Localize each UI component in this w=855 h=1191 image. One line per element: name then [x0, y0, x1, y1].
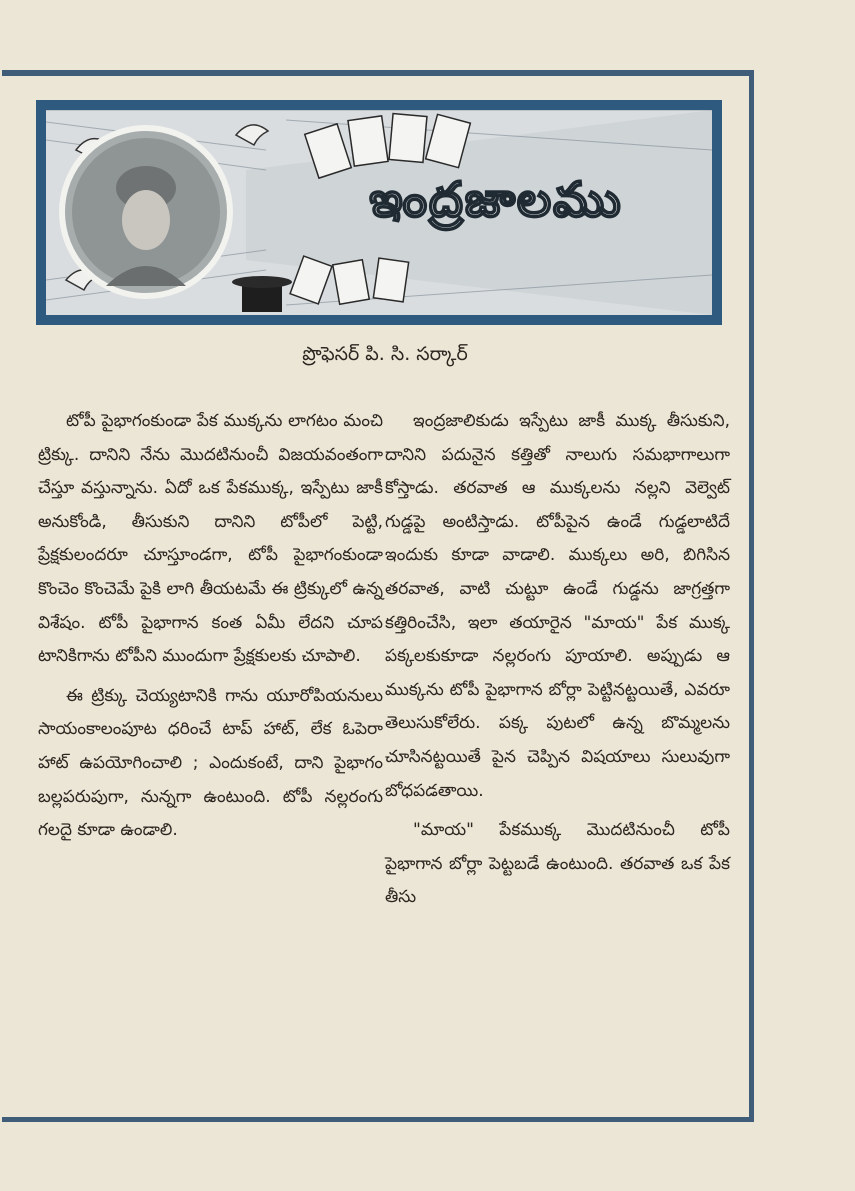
left-column	[38, 405, 383, 848]
playing-cards-bottom	[290, 256, 409, 304]
face-shape	[122, 190, 170, 250]
paragraph: ఈ ట్రిక్కు చెయ్యటానికి గాను యూరోపియనులు సాయంకాలంపూట ధరించే టాప్ హాట్, లేక ఓపెరా హాట్ ఉపయోగించాలి ; ఎందుకంటే, దాని పైభాగం బల్లపరుపుగా, నున్నగా ఉంటుంది. టోపీ నల్లరంగు గలదై కూడా ఉండాలి.	[38, 685, 383, 841]
paragraph: "మాయ" పేకముక్క మొదటినుంచీ టోపీ పైభాగాన బోర్లా పెట్టబడే ఉంటుంది. తరవాత ఒక పేక తీసు	[385, 820, 730, 908]
page-title: ఇంద్రజాలము	[369, 172, 623, 228]
header-banner	[36, 100, 722, 325]
right-column	[385, 405, 730, 915]
paragraph: టోపీ పైభాగంకుండా పేక ముక్కను లాగటం మంచి ట్రిక్కు. దానిని నేను మొదటినుంచీ విజయవంతంగా చేస్తూ వస్తున్నాను. ఏదో ఒక పేకముక్క, ఇస్పేటు జాకీ అనుకోండి, తీసుకుని దానిని టోపీలో పెట్టి, ప్రేక్షకులందరూ చూస్తూండగా, టోపీ పైభాగంకుండా కొంచెం కొంచెమే పైకి లాగి తీయటమే ఈ ట్రిక్కులో ఉన్న విశేషం. టోపీ పైభాగాన కంత ఏమీ లేదని చూప టానికిగాను టోపీని ముందుగా ప్రేక్షకులకు చూపాలి.	[38, 411, 383, 667]
top-hat-icon	[232, 276, 292, 312]
banner-artwork	[46, 110, 712, 315]
paragraph: ఇంద్రజాలికుడు ఇస్పేటు జాకీ ముక్క తీసుకుని, దానిని పదునైన కత్తితో నాలుగు సమభాగాలుగా కోస్తాడు. తరవాత ఆ ముక్కలను నల్లని వెల్వెట్ గుడ్డపై అంటిస్తాడు. టోపీపైన ఉండే గుడ్డలాటిదే ఇందుకు కూడా వాడాలి. ముక్కలు అరి, బిగిసిన తరవాత, వాటి చుట్టూ ఉండే గుడ్డను జాగ్రత్తగా కత్తిరించేసి, ఇలా తయారైన "మాయ" పేక ముక్క పక్కలకుకూడా నల్లరంగు పూయాలి. అప్పుడు ఆ ముక్కను టోపీ పైభాగాన బోర్లా పెట్టినట్టయితే, ఎవరూ తెలుసుకోలేరు. పక్క పుటలో ఉన్న బొమ్మలను చూసినట్టయితే పైన చెప్పిన విషయాలు సులువుగా బోధపడతాయి.	[385, 411, 730, 801]
author-byline: ప్రొఫెసర్ పి. సి. సర్కార్	[302, 343, 468, 365]
